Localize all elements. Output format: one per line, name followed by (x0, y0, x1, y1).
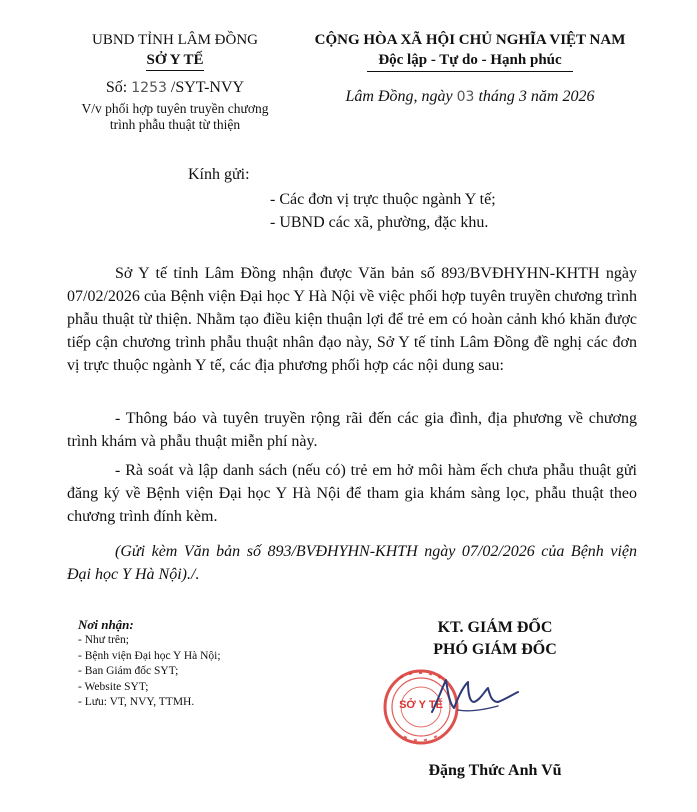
bullet-item: - Thông báo và tuyên truyền rộng rãi đến các gia đình, địa phương về chương trình khám và phẫu thuật miễn phí này. (67, 410, 637, 450)
distribution-item: - Như trên; (78, 634, 129, 646)
bullet-item: - Rà soát và lập danh sách (nếu có) trẻ em hở môi hàm ếch chưa phẫu thuật gửi đăng ký về Bệnh viện Đại học Y Hà Nội để tham gia khám sàng lọc, phẫu thuật theo chương trình đính kèm. (67, 462, 637, 525)
date-day: 03 (456, 89, 475, 105)
date-place: Lâm Đồng, ngày (345, 88, 453, 105)
stamp-center-text: SỞ Y TẾ (399, 699, 443, 711)
subject-line-2: trình phẫu thuật từ thiện (109, 117, 241, 132)
date-line (280, 87, 660, 107)
signature-title-2: PHÓ GIÁM ĐỐC (433, 641, 557, 658)
body-paragraph: Sở Y tế tỉnh Lâm Đồng nhận được Văn bản số 893/BVĐHYHN-KHTH ngày 07/02/2026 của Bệnh viện Đại học Y Hà Nội về việc phối hợp tuyên truyền chương trình phẫu thuật từ thiện. Nhằm tạo điều kiện thuận lợi để trẻ em có hoàn cảnh khó khăn được tiếp cận chương trình phẫu thuật nhân đạo này, Sở Y tế tỉnh Lâm Đồng đề nghị các đơn vị trực thuộc ngành Y tế, các địa phương phối hợp các nội dung sau: (67, 265, 637, 374)
distribution-item: - Ban Giám đốc SYT; (78, 665, 179, 677)
signature-title-1: KT. GIÁM ĐỐC (437, 619, 553, 636)
attachment-note: (Gửi kèm Văn bản số 893/BVĐHYHN-KHTH ngày 07/02/2026 của Bệnh viện Đại học Y Hà Nội)./. (67, 543, 637, 583)
recipients-label: Kính gửi: (188, 166, 250, 183)
recipient-item: - Các đơn vị trực thuộc ngành Y tế; (270, 191, 496, 208)
signature-titles (380, 617, 610, 661)
motto-underline (367, 71, 573, 72)
recipient-item: - UBND các xã, phường, đặc khu. (270, 214, 489, 231)
handwritten-signature (428, 672, 523, 722)
recipients-list (270, 188, 496, 234)
signer-name: Đặng Thức Anh Vũ (428, 762, 562, 779)
agency-name: UBND TỈNH LÂM ĐỒNG (92, 32, 258, 48)
date-rest: tháng 3 năm 2026 (478, 88, 595, 105)
motto: Độc lập - Tự do - Hạnh phúc (378, 52, 562, 68)
department-name: SỞ Y TẾ (146, 52, 204, 68)
header-right (280, 30, 660, 70)
distribution-item: - Website SYT; (78, 680, 149, 693)
distribution-item: - Lưu: VT, NVY, TTMH. (78, 696, 195, 708)
number-value: 1253 (131, 80, 167, 96)
distribution (78, 617, 221, 711)
header-left (50, 30, 300, 70)
subject (50, 101, 300, 133)
subject-line-1: V/v phối hợp tuyên truyền chương (81, 101, 269, 116)
department-underline (146, 70, 204, 71)
distribution-label: Nơi nhận: (78, 617, 134, 632)
nation-title: CỘNG HÒA XÃ HỘI CHỦ NGHĨA VIỆT NAM (314, 32, 626, 48)
number-suffix: /SYT-NVY (170, 79, 245, 96)
distribution-item: - Bệnh viện Đại học Y Hà Nội; (78, 649, 221, 662)
number-prefix: Số: (105, 79, 128, 96)
document-number (50, 78, 300, 98)
